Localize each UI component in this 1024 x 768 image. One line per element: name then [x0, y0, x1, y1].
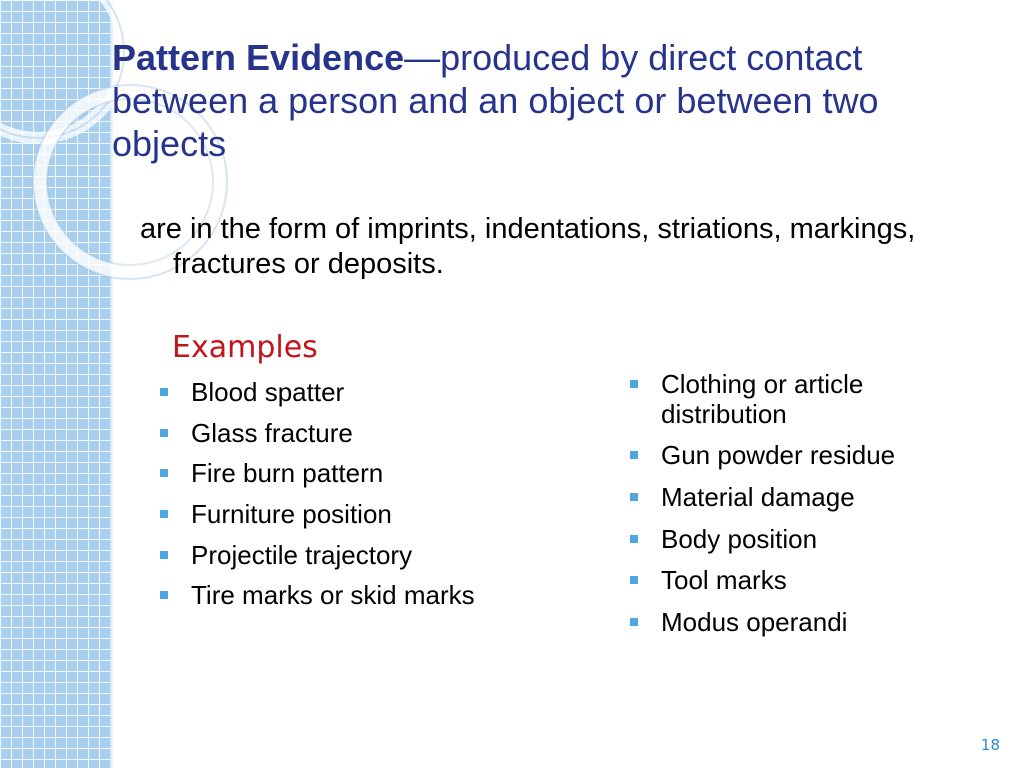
square-bullet-icon — [160, 388, 168, 396]
square-bullet-icon — [630, 380, 638, 388]
list-item — [630, 566, 960, 596]
list-item — [630, 483, 960, 513]
list-item-text: Modus operandi — [661, 606, 848, 637]
list-item — [630, 370, 960, 429]
square-bullet-icon — [630, 576, 638, 584]
list-item-text: Body position — [661, 523, 818, 554]
title-term: Pattern Evidence — [112, 37, 405, 78]
list-item-text: Fire burn pattern — [191, 458, 384, 489]
list-item — [160, 459, 600, 489]
page-number: 18 — [980, 736, 1000, 754]
examples-list-right — [630, 370, 960, 649]
lead-text: are in the form of imprints, indentations, striations, markings, fractures or deposits. — [140, 213, 916, 280]
square-bullet-icon — [160, 429, 168, 437]
list-item — [630, 525, 960, 555]
list-item-text: Blood spatter — [191, 377, 345, 407]
list-item-text: Clothing or article distribution — [661, 369, 864, 429]
title-definition: —produced by direct contact between a person and an object or between two objects — [112, 37, 879, 165]
square-bullet-icon — [630, 493, 638, 501]
square-bullet-icon — [630, 451, 638, 459]
list-item-text: Projectile trajectory — [191, 539, 413, 570]
list-item-text: Tool marks — [661, 565, 787, 596]
list-item — [160, 581, 600, 611]
slide-title — [112, 36, 932, 166]
list-item — [630, 608, 960, 638]
list-item-text: Furniture position — [191, 498, 392, 529]
square-bullet-icon — [160, 510, 168, 518]
list-item-text: Tire marks or skid marks — [191, 580, 475, 611]
square-bullet-icon — [160, 551, 168, 559]
list-item-text: Gun powder residue — [661, 440, 896, 471]
list-item — [160, 500, 600, 530]
list-item — [160, 378, 600, 408]
list-item-text: Material damage — [661, 481, 855, 512]
square-bullet-icon — [160, 469, 168, 477]
square-bullet-icon — [160, 591, 168, 599]
list-item — [160, 419, 600, 449]
examples-list-left — [160, 378, 600, 622]
examples-heading: Examples — [172, 330, 318, 365]
list-item — [630, 441, 960, 471]
square-bullet-icon — [630, 618, 638, 626]
list-item-text: Glass fracture — [191, 417, 353, 448]
square-bullet-icon — [630, 535, 638, 543]
list-item — [160, 541, 600, 571]
